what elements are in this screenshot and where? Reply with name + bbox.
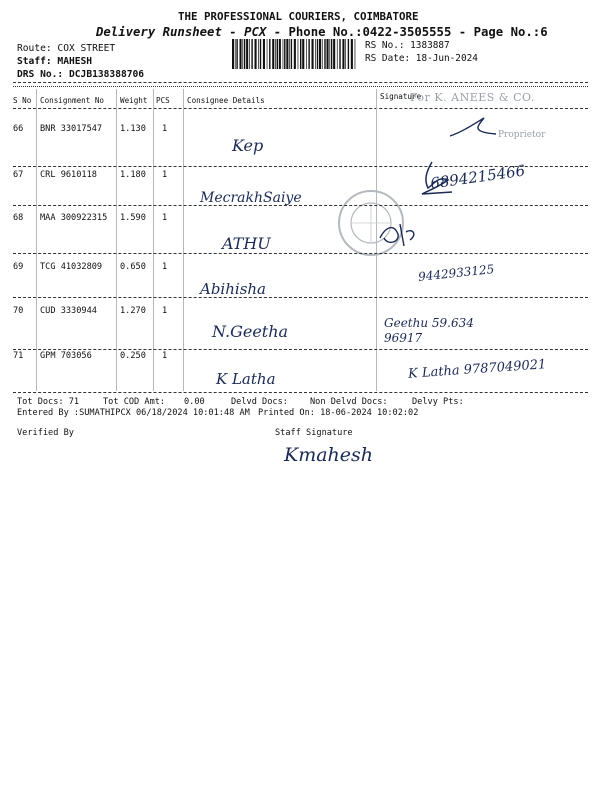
row-sno: 67: [13, 170, 24, 180]
col-header-sno: S No: [13, 96, 32, 105]
col-header-consignment: Consignment No: [40, 96, 105, 105]
row-signature-scribble: [418, 158, 458, 198]
row-weight: 1.590: [120, 213, 146, 223]
header-rule: [13, 108, 588, 109]
col-header-weight: Weight: [120, 96, 148, 105]
row-consignment: TCG 41032809: [40, 262, 103, 272]
row-consignee-handwriting: Abihisha: [200, 280, 266, 298]
row-consignment: MAA 300922315: [40, 213, 108, 223]
staff-line: [17, 56, 92, 67]
row-consignment: CUD 3330944: [40, 306, 97, 316]
column-divider: [183, 89, 184, 391]
drs-label: DRS No.:: [17, 69, 64, 80]
row-signature-handwriting: Geethu 59.634 96917: [384, 316, 474, 345]
proprietor-label: Proprietor: [498, 130, 546, 140]
company-name: THE PROFESSIONAL COURIERS, COIMBATORE: [178, 10, 419, 23]
row-signature-handwriting: K Latha 9787049021: [407, 357, 547, 382]
row-pcs: 1: [162, 213, 168, 223]
rs-number: RS No.: 1383887: [365, 40, 450, 51]
staff-signature-label: Staff Signature: [275, 428, 353, 438]
row-pcs: 1: [162, 262, 168, 272]
row-consignment: GPM 703056: [40, 351, 92, 361]
title-phone-page: - Phone No.:0422-3505555 - Page No.:6: [266, 25, 548, 39]
row-consignment: CRL 9610118: [40, 170, 97, 180]
printed-on: Printed On: 18-06-2024 10:02:02: [258, 408, 419, 418]
entered-by: Entered By :SUMATHIPCX 06/18/2024 10:01:48 AM: [17, 408, 250, 418]
row-sno: 68: [13, 213, 24, 223]
row-weight: 1.270: [120, 306, 146, 316]
delivery-points: Delvy Pts:: [412, 397, 464, 407]
document-title: [96, 25, 548, 39]
drs-line: [17, 69, 144, 80]
row-pcs: 1: [162, 124, 168, 134]
col-header-pcs: PCS: [156, 96, 170, 105]
row-weight: 1.180: [120, 170, 146, 180]
col-header-signature: Signature: [380, 92, 422, 101]
row-pcs: 1: [162, 170, 168, 180]
row-consignment: BNR 33017547: [40, 124, 103, 134]
column-divider: [153, 89, 154, 391]
barcode-image: [232, 39, 356, 69]
verified-by-label: Verified By: [17, 428, 74, 438]
title-main: Delivery Runsheet - PCX: [96, 25, 267, 39]
drs-value: DCJB138388706: [63, 69, 145, 80]
total-docs: Tot Docs: 71: [17, 397, 80, 407]
row-rule: [13, 349, 588, 350]
total-cod-value: 0.00: [184, 397, 205, 407]
route-line: [17, 43, 115, 54]
row-signature-scribble: [376, 220, 420, 250]
route-label: Route:: [17, 43, 52, 54]
table-top-rule-2: [13, 86, 588, 87]
row-sno: 71: [13, 351, 24, 361]
column-divider: [36, 89, 37, 391]
rs-date: RS Date: 18-Jun-2024: [365, 53, 478, 64]
row-weight: 1.130: [120, 124, 146, 134]
row-consignee-handwriting: N.Geetha: [212, 322, 289, 341]
row-weight: 0.250: [120, 351, 146, 361]
row-weight: 0.650: [120, 262, 146, 272]
row-consignee-handwriting: Kep: [232, 136, 264, 155]
row-rule: [13, 392, 588, 393]
non-delivered-docs: Non Delvd Docs:: [310, 397, 388, 407]
column-divider: [116, 89, 117, 391]
row-sno: 69: [13, 262, 24, 272]
staff-value: MAHESH: [51, 56, 93, 67]
row-pcs: 1: [162, 306, 168, 316]
row-rule: [13, 253, 588, 254]
proprietor-stamp: For K. ANEES & CO.: [410, 91, 535, 104]
row-rule: [13, 205, 588, 206]
col-header-consignee-details: Consignee Details: [187, 96, 265, 105]
row-consignee-handwriting: K Latha: [216, 370, 276, 388]
staff-signature-handwriting: Kmahesh: [284, 444, 374, 466]
row-signature-handwriting: 9442933125: [417, 262, 495, 284]
total-cod-label: Tot COD Amt:: [103, 397, 166, 407]
row-rule: [13, 297, 588, 298]
row-consignee-handwriting: ATHU: [222, 234, 271, 253]
proprietor-signature: [448, 116, 498, 138]
row-signature-handwriting: 6894215466: [429, 161, 527, 193]
row-sno: 70: [13, 306, 24, 316]
table-top-rule: [13, 82, 588, 83]
row-pcs: 1: [162, 351, 168, 361]
delivered-docs: Delvd Docs:: [231, 397, 288, 407]
row-sno: 66: [13, 124, 24, 134]
staff-label: Staff:: [17, 56, 52, 67]
row-consignee-handwriting: MecrakhSaiye: [200, 190, 302, 206]
route-value: COX STREET: [51, 43, 116, 54]
